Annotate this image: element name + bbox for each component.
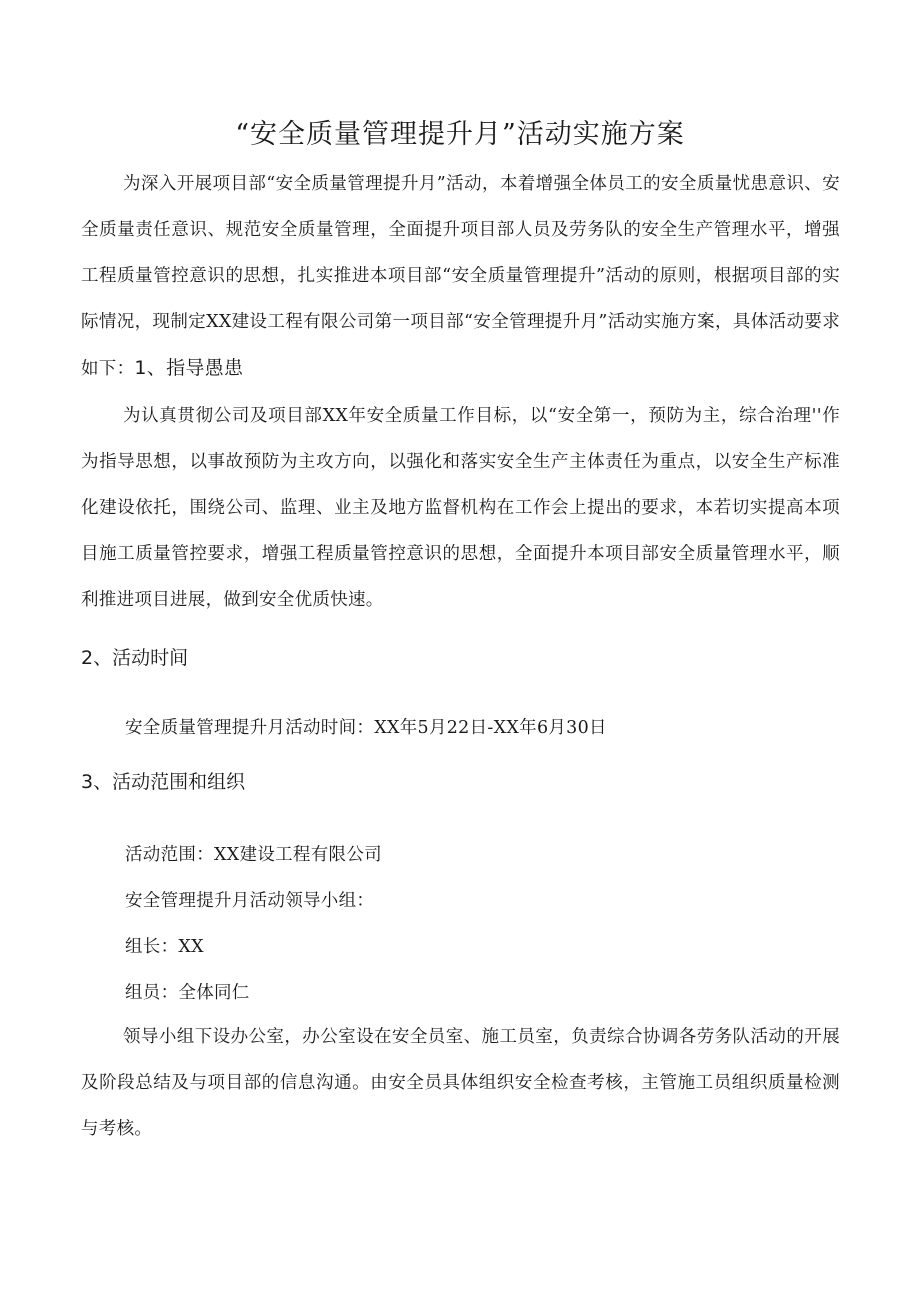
- section3-heading: 3、活动范围和组织: [81, 771, 246, 793]
- section1-heading: 1、指导愚患: [134, 357, 244, 379]
- document-title: “安全质量管理提升月”活动实施方案: [235, 119, 685, 150]
- section1-body: 为认真贯彻公司及项目部XX年安全质量工作目标，以“安全第一，预防为主，综合治理''作为指导思想，以事故预防为主攻方向，以强化和落实安全生产主体责任为重点，以安全生产标准化建设依托，围绕公司、监理、业主及地方监督机构在工作会上提出的要求，本若切实提高本项目施工质量管控要求，增强工程质量管控意识的思想，全面提升本项目部安全质量管理水平，顺利推进项目进展，做到安全优质快速。: [81, 406, 840, 610]
- intro-paragraph: [81, 161, 840, 392]
- office-paragraph: 领导小组下设办公室，办公室设在安全员室、施工员室，负责综合协调各劳务队活动的开展及阶段总结及与项目部的信息沟通。由安全员具体组织安全检查考核，主管施工员组织质量检测与考核。: [81, 1027, 840, 1139]
- section2-heading: 2、活动时间: [81, 647, 189, 669]
- group-members: 组员：全体同仁: [125, 983, 250, 1003]
- intro-text: 为深入开展项目部“安全质量管理提升月”活动，本着增强全体员工的安全质量忧患意识、安全质量责任意识、规范安全质量管理，全面提升项目部人员及劳务队的安全生产管理水平，增强工程质量管控意识的思想，扎实推进本项目部“安全质量管理提升”活动的原则，根据项目部的实际情况，现制定XX建设工程有限公司第一项目部“安全管理提升月”活动实施方案，具体活动要求如下：: [81, 174, 840, 379]
- leadership-group: 安全管理提升月活动领导小组：: [125, 891, 375, 911]
- activity-time: 安全质量管理提升月活动时间：XX年5月22日-XX年6月30日: [125, 718, 607, 738]
- group-leader: 组长：XX: [125, 937, 204, 957]
- activity-scope: 活动范围：XX建设工程有限公司: [125, 845, 382, 865]
